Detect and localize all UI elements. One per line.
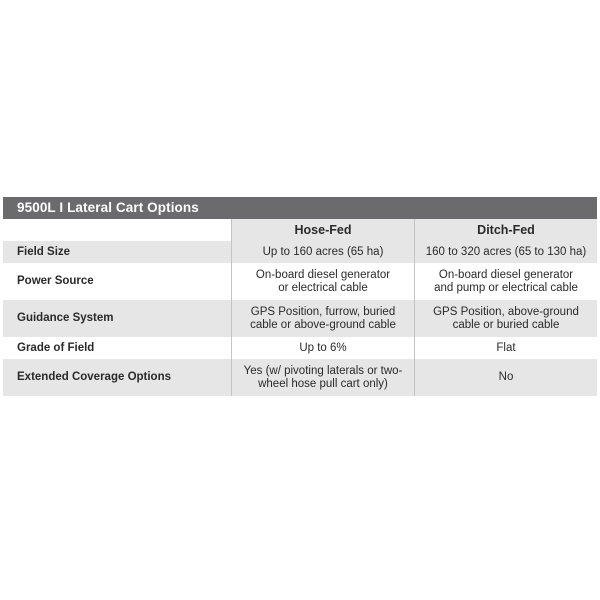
table-row-grade-of-field (3, 337, 597, 359)
ditch-fed-value: On-board diesel generator and pump or electrical cable (414, 263, 597, 300)
row-label: Extended Coverage Options (3, 359, 231, 396)
row-label: Power Source (3, 263, 231, 300)
table-row-guidance-system (3, 300, 597, 337)
ditch-fed-value: No (414, 359, 597, 396)
ditch-fed-value: Flat (414, 337, 597, 359)
row-label: Field Size (3, 241, 231, 263)
table-header-row (3, 219, 597, 241)
hose-fed-value: GPS Position, furrow, buried cable or above-ground cable (231, 300, 414, 337)
column-header-hose-fed: Hose-Fed (231, 219, 414, 241)
hose-fed-value: Up to 160 acres (65 ha) (231, 241, 414, 263)
table-row-power-source (3, 263, 597, 300)
hose-fed-value: On-board diesel generator or electrical cable (231, 263, 414, 300)
header-blank-cell (3, 219, 231, 241)
row-label: Guidance System (3, 300, 231, 337)
hose-fed-value: Yes (w/ pivoting laterals or two- wheel hose pull cart only) (231, 359, 414, 396)
row-label: Grade of Field (3, 337, 231, 359)
lateral-cart-options-table (3, 197, 597, 396)
table-row-field-size (3, 241, 597, 263)
hose-fed-value: Up to 6% (231, 337, 414, 359)
column-header-ditch-fed: Ditch-Fed (414, 219, 597, 241)
table-title: 9500L I Lateral Cart Options (3, 197, 597, 219)
ditch-fed-value: 160 to 320 acres (65 to 130 ha) (414, 241, 597, 263)
table-row-extended-coverage (3, 359, 597, 396)
ditch-fed-value: GPS Position, above-ground cable or buried cable (414, 300, 597, 337)
